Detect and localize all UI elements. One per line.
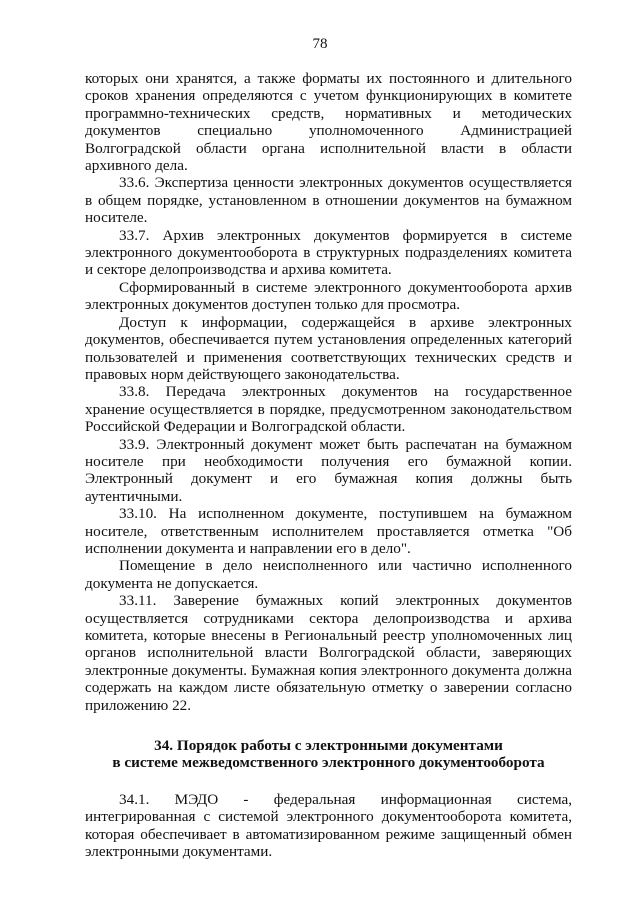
paragraph-33-11: 33.11. Заверение бумажных копий электронных документов осуществляется сотрудниками сектора делопроизводства и архива комитета, которые внесены в Региональный реестр уполномоченных лиц органов исполнительной власти Волгоградской области, заверяющих электронные документы. Бумажная копия электронного документа должна содержать на каждом листе обязательную отметку о заверении согласно приложению 22. <box>85 592 572 714</box>
section-heading-34 <box>85 737 572 772</box>
paragraph-33-9: 33.9. Электронный документ может быть распечатан на бумажном носителе при необходимости получения его бумажной копии. Электронный документ и его бумажная копия должны быть аутентичными. <box>85 435 572 505</box>
paragraph-33-6: 33.6. Экспертиза ценности электронных документов осуществляется в общем порядке, установленном в отношении документов на бумажном носителе. <box>85 174 572 227</box>
paragraph-34-1: 34.1. МЭДО - федеральная информационная система, интегрированная с системой электронного документооборота комитета, которая обеспечивает в автоматизированном режиме защищенный обмен электронными документами. <box>85 790 572 861</box>
section-heading-line-2: в системе межведомственного электронного документооборота <box>112 754 545 772</box>
paragraph-33-7: 33.7. Архив электронных документов формируется в системе электронного документооборота в структурных подразделениях комитета и секторе делопроизводства и архива комитета. <box>85 226 572 279</box>
paragraph-continuation: которых они хранятся, а также форматы их постоянного и длительного сроков хранения определяются с учетом функционирующих в комитете программно-технических средств, нормативных и методических документов специально уполномоченного Администрацией Волгоградской области органа исполнительной власти в области архивного дела. <box>85 70 572 175</box>
paragraph-33-8: 33.8. Передача электронных документов на государственное хранение осуществляется в порядке, предусмотренном законодательством Российской Федерации и Волгоградской области. <box>85 383 572 436</box>
paragraph-archive-view-only: Сформированный в системе электронного документооборота архив электронных документов доступен только для просмотра. <box>85 278 572 314</box>
document-body <box>85 70 572 860</box>
paragraph-archive-access: Доступ к информации, содержащейся в архиве электронных документов, обеспечивается путем установления определенных категорий пользователей и применения соответствующих технических средств и правовых норм действующего законодательства. <box>85 313 572 383</box>
section-heading-line-1: 34. Порядок работы с электронными документами <box>154 737 503 755</box>
paragraph-33-10: 33.10. На исполненном документе, поступившем на бумажном носителе, ответственным исполнителем проставляется отметка "Об исполнении документа и направлении его в дело". <box>85 505 572 557</box>
paragraph-unexecuted-documents: Помещение в дело неисполненного или частично исполненного документа не допускается. <box>85 557 572 592</box>
page-number: 78 <box>312 36 328 52</box>
